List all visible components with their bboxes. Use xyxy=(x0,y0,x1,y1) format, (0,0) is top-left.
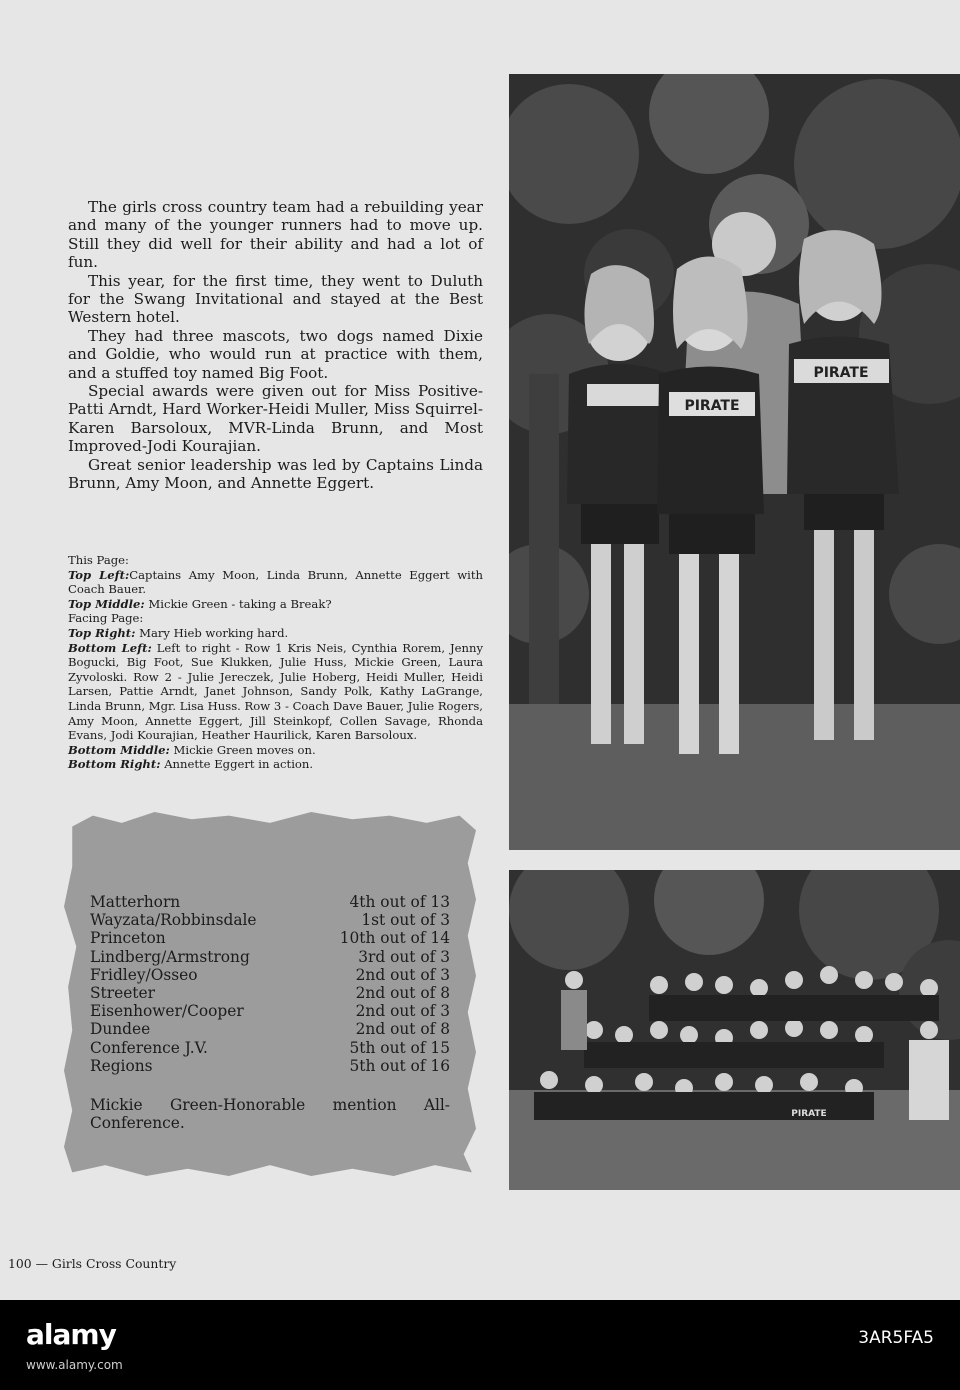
result-row: Regions 5th out of 16 xyxy=(90,1056,450,1075)
result-row: Streeter 2nd out of 8 xyxy=(90,984,450,1003)
jersey-text-group: PIRATE xyxy=(791,1109,827,1119)
result-row: Lindberg/Armstrong 3rd out of 3 xyxy=(90,947,450,966)
jersey-text-right: PIRATE xyxy=(813,365,869,381)
caption-top-left: Top Left:Captains Amy Moon, Linda Brunn, Annette Eggert with Coach Bauer. xyxy=(68,567,483,597)
team-photo xyxy=(509,870,960,1190)
result-row: Dundee 2nd out of 8 xyxy=(90,1020,450,1039)
captains-photo-art xyxy=(509,74,960,850)
page-folio: 100 — Girls Cross Country xyxy=(8,1256,177,1271)
watermark-banner xyxy=(0,1300,960,1390)
result-row: Conference J.V. 5th out of 15 xyxy=(90,1038,450,1057)
caption-bottom-right: Bottom Right: Annette Eggert in action. xyxy=(68,757,314,772)
caption-facing-page: Facing Page: xyxy=(68,611,144,626)
brand-url: www.alamy.com xyxy=(26,1358,123,1372)
photo-captions xyxy=(68,553,483,772)
caption-top-right: Top Right: Mary Hieb working hard. xyxy=(68,625,289,640)
captains-photo xyxy=(509,74,960,850)
story-text xyxy=(68,198,483,493)
story-paragraph: Great senior leadership was led by Captains Linda Brunn, Amy Moon, and Annette Eggert. xyxy=(68,455,483,493)
result-row: Eisenhower/Cooper 2nd out of 3 xyxy=(90,1002,450,1021)
jersey-text-middle: PIRATE xyxy=(684,398,740,414)
caption-bottom-left: Bottom Left: Left to right - Row 1 Kris Neis, Cynthia Rorem, Jenny Bogucki, Big Foot, Sue Klukken, Julie Huss, Mickie Green, Laura Zyvoloski. Row 2 - Julie Jereczek, Julie Hoberg, Heidi Muller, Heidi Larsen, Pattie Arndt, Janet Johnson, Sandy Polk, Kathy LaGrange, Linda Brunn, Mgr. Lisa Huss. Row 3 - Coach Dave Bauer, Julie Rogers, Amy Moon, Annette Eggert, Jill Steinkopf, Collen Savage, Rhonda Evans, Jodi Kourajian, Heather Haurilick, Karen Barsoloux. xyxy=(68,640,484,743)
result-row: Wayzata/Robbinsdale 1st out of 3 xyxy=(90,911,450,930)
caption-bottom-middle: Bottom Middle: Mickie Green moves on. xyxy=(68,742,316,757)
story-paragraph: Special awards were given out for Miss Positive-Patti Arndt, Hard Worker-Heidi Muller, Miss Squirrel-Karen Barsoloux, MVR-Linda Brunn, and Most Improved-Jodi Kourajian. xyxy=(68,382,483,456)
result-row: Fridley/Osseo 2nd out of 3 xyxy=(90,965,450,984)
honor-text: Mickie Green-Honorable mention All-Conference. xyxy=(90,1096,450,1133)
caption-this-page: This Page: xyxy=(68,553,129,567)
story-paragraph: The girls cross country team had a rebuilding year and many of the younger runners had to move up. Still they did well for their ability and had a lot of fun. xyxy=(68,198,483,272)
brand-logo: alamy xyxy=(26,1318,116,1351)
result-row: Matterhorn 4th out of 13 xyxy=(90,893,450,911)
result-row: Princeton 10th out of 14 xyxy=(90,929,450,948)
team-photo-art xyxy=(509,870,960,1190)
story-paragraph: This year, for the first time, they went to Duluth for the Swang Invitational and stayed at the Best Western hotel. xyxy=(68,271,483,327)
caption-top-middle: Top Middle: Mickie Green - taking a Break? xyxy=(68,596,332,611)
story-paragraph: They had three mascots, two dogs named Dixie and Goldie, who would run at practice with them, and a stuffed toy named Big Foot. xyxy=(68,326,483,382)
image-id: 3AR5FA5 xyxy=(858,1328,934,1348)
results-list xyxy=(90,893,450,1075)
